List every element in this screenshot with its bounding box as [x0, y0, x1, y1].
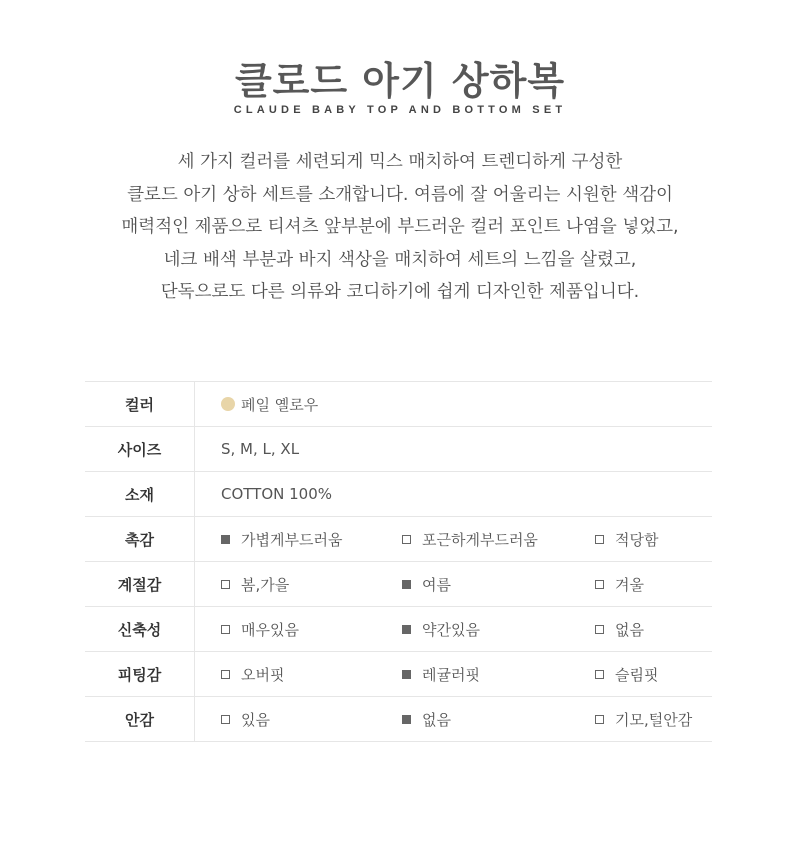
spec-option	[402, 607, 480, 651]
checkbox-icon	[402, 670, 411, 679]
spec-row-season	[85, 562, 712, 607]
option-label: 겨울	[615, 575, 644, 594]
spec-option	[221, 517, 342, 561]
spec-value	[195, 382, 712, 426]
spec-option	[595, 652, 658, 696]
spec-row-material	[85, 472, 712, 517]
description-line: 단독으로도 다른 의류와 코디하기에 쉽게 디자인한 제품입니다.	[160, 282, 640, 302]
spec-value: COTTON 100%	[221, 485, 333, 503]
checkbox-icon	[221, 715, 230, 724]
spec-label: 안감	[85, 697, 195, 741]
option-label: 있음	[241, 710, 270, 729]
spec-option	[402, 562, 451, 606]
description-line: 세 가지 컬러를 세련되게 믹스 매치하여 트렌디하게 구성한	[177, 152, 623, 172]
option-label: 가볍게부드러움	[241, 530, 343, 549]
checkbox-icon	[402, 580, 411, 589]
spec-row-lining	[85, 697, 712, 742]
page-subtitle: CLAUDE BABY TOP AND BOTTOM SET	[233, 104, 567, 116]
description-line: 클로드 아기 상하 세트를 소개합니다. 여름에 잘 어울리는 시원한 색감이	[127, 184, 673, 205]
spec-label: 촉감	[85, 517, 195, 561]
description-line: 매력적인 제품으로 티셔츠 앞부분에 부드러운 컬러 포인트 나염을 넣었고,	[121, 217, 679, 237]
spec-value: S, M, L, XL	[221, 440, 300, 458]
color-name: 페일 옐로우	[241, 395, 319, 414]
spec-options	[195, 517, 712, 561]
spec-table	[85, 381, 712, 742]
spec-label: 계절감	[85, 562, 195, 606]
spec-option	[221, 562, 289, 606]
checkbox-icon	[402, 715, 411, 724]
spec-option	[402, 652, 480, 696]
checkbox-icon	[402, 535, 411, 544]
description-line: 네크 배색 부분과 바지 색상을 매치하여 세트의 느낌을 살렸고,	[163, 249, 637, 270]
option-label: 매우있음	[241, 620, 299, 639]
option-label: 오버핏	[241, 665, 285, 684]
spec-option	[221, 697, 270, 741]
spec-row-touch	[85, 517, 712, 562]
product-description	[0, 146, 800, 309]
option-label: 레귤러핏	[422, 665, 480, 684]
spec-row-stretch	[85, 607, 712, 652]
checkbox-icon	[595, 670, 604, 679]
spec-row-fit	[85, 652, 712, 697]
spec-option	[221, 652, 284, 696]
spec-row-size	[85, 427, 712, 472]
checkbox-icon	[221, 580, 230, 589]
option-label: 기모,털안감	[615, 710, 693, 729]
spec-option	[402, 517, 538, 561]
color-swatch-icon	[221, 397, 235, 411]
spec-options	[195, 697, 712, 741]
spec-option	[595, 607, 644, 651]
option-label: 적당함	[615, 530, 659, 549]
page-title: 클로드 아기 상하복	[234, 59, 566, 103]
spec-row-color	[85, 382, 712, 427]
spec-label: 피팅감	[85, 652, 195, 696]
checkbox-icon	[221, 535, 230, 544]
spec-option	[595, 697, 692, 741]
option-label: 없음	[422, 710, 451, 729]
option-label: 슬림핏	[615, 665, 659, 684]
checkbox-icon	[221, 625, 230, 634]
spec-label: 신축성	[85, 607, 195, 651]
spec-label: 사이즈	[85, 427, 195, 471]
spec-option	[595, 562, 644, 606]
option-label: 포근하게부드러움	[422, 530, 538, 549]
checkbox-icon	[402, 625, 411, 634]
checkbox-icon	[595, 715, 604, 724]
spec-options	[195, 607, 712, 651]
option-label: 봄,가을	[241, 575, 290, 594]
checkbox-icon	[221, 670, 230, 679]
spec-option	[221, 607, 299, 651]
checkbox-icon	[595, 580, 604, 589]
spec-options	[195, 562, 712, 606]
spec-label: 컬러	[85, 382, 195, 426]
spec-label: 소재	[85, 472, 195, 516]
checkbox-icon	[595, 535, 604, 544]
spec-option	[402, 697, 451, 741]
option-label: 여름	[422, 575, 451, 594]
option-label: 약간있음	[422, 620, 480, 639]
spec-options	[195, 652, 712, 696]
option-label: 없음	[615, 620, 644, 639]
checkbox-icon	[595, 625, 604, 634]
spec-option	[595, 517, 658, 561]
